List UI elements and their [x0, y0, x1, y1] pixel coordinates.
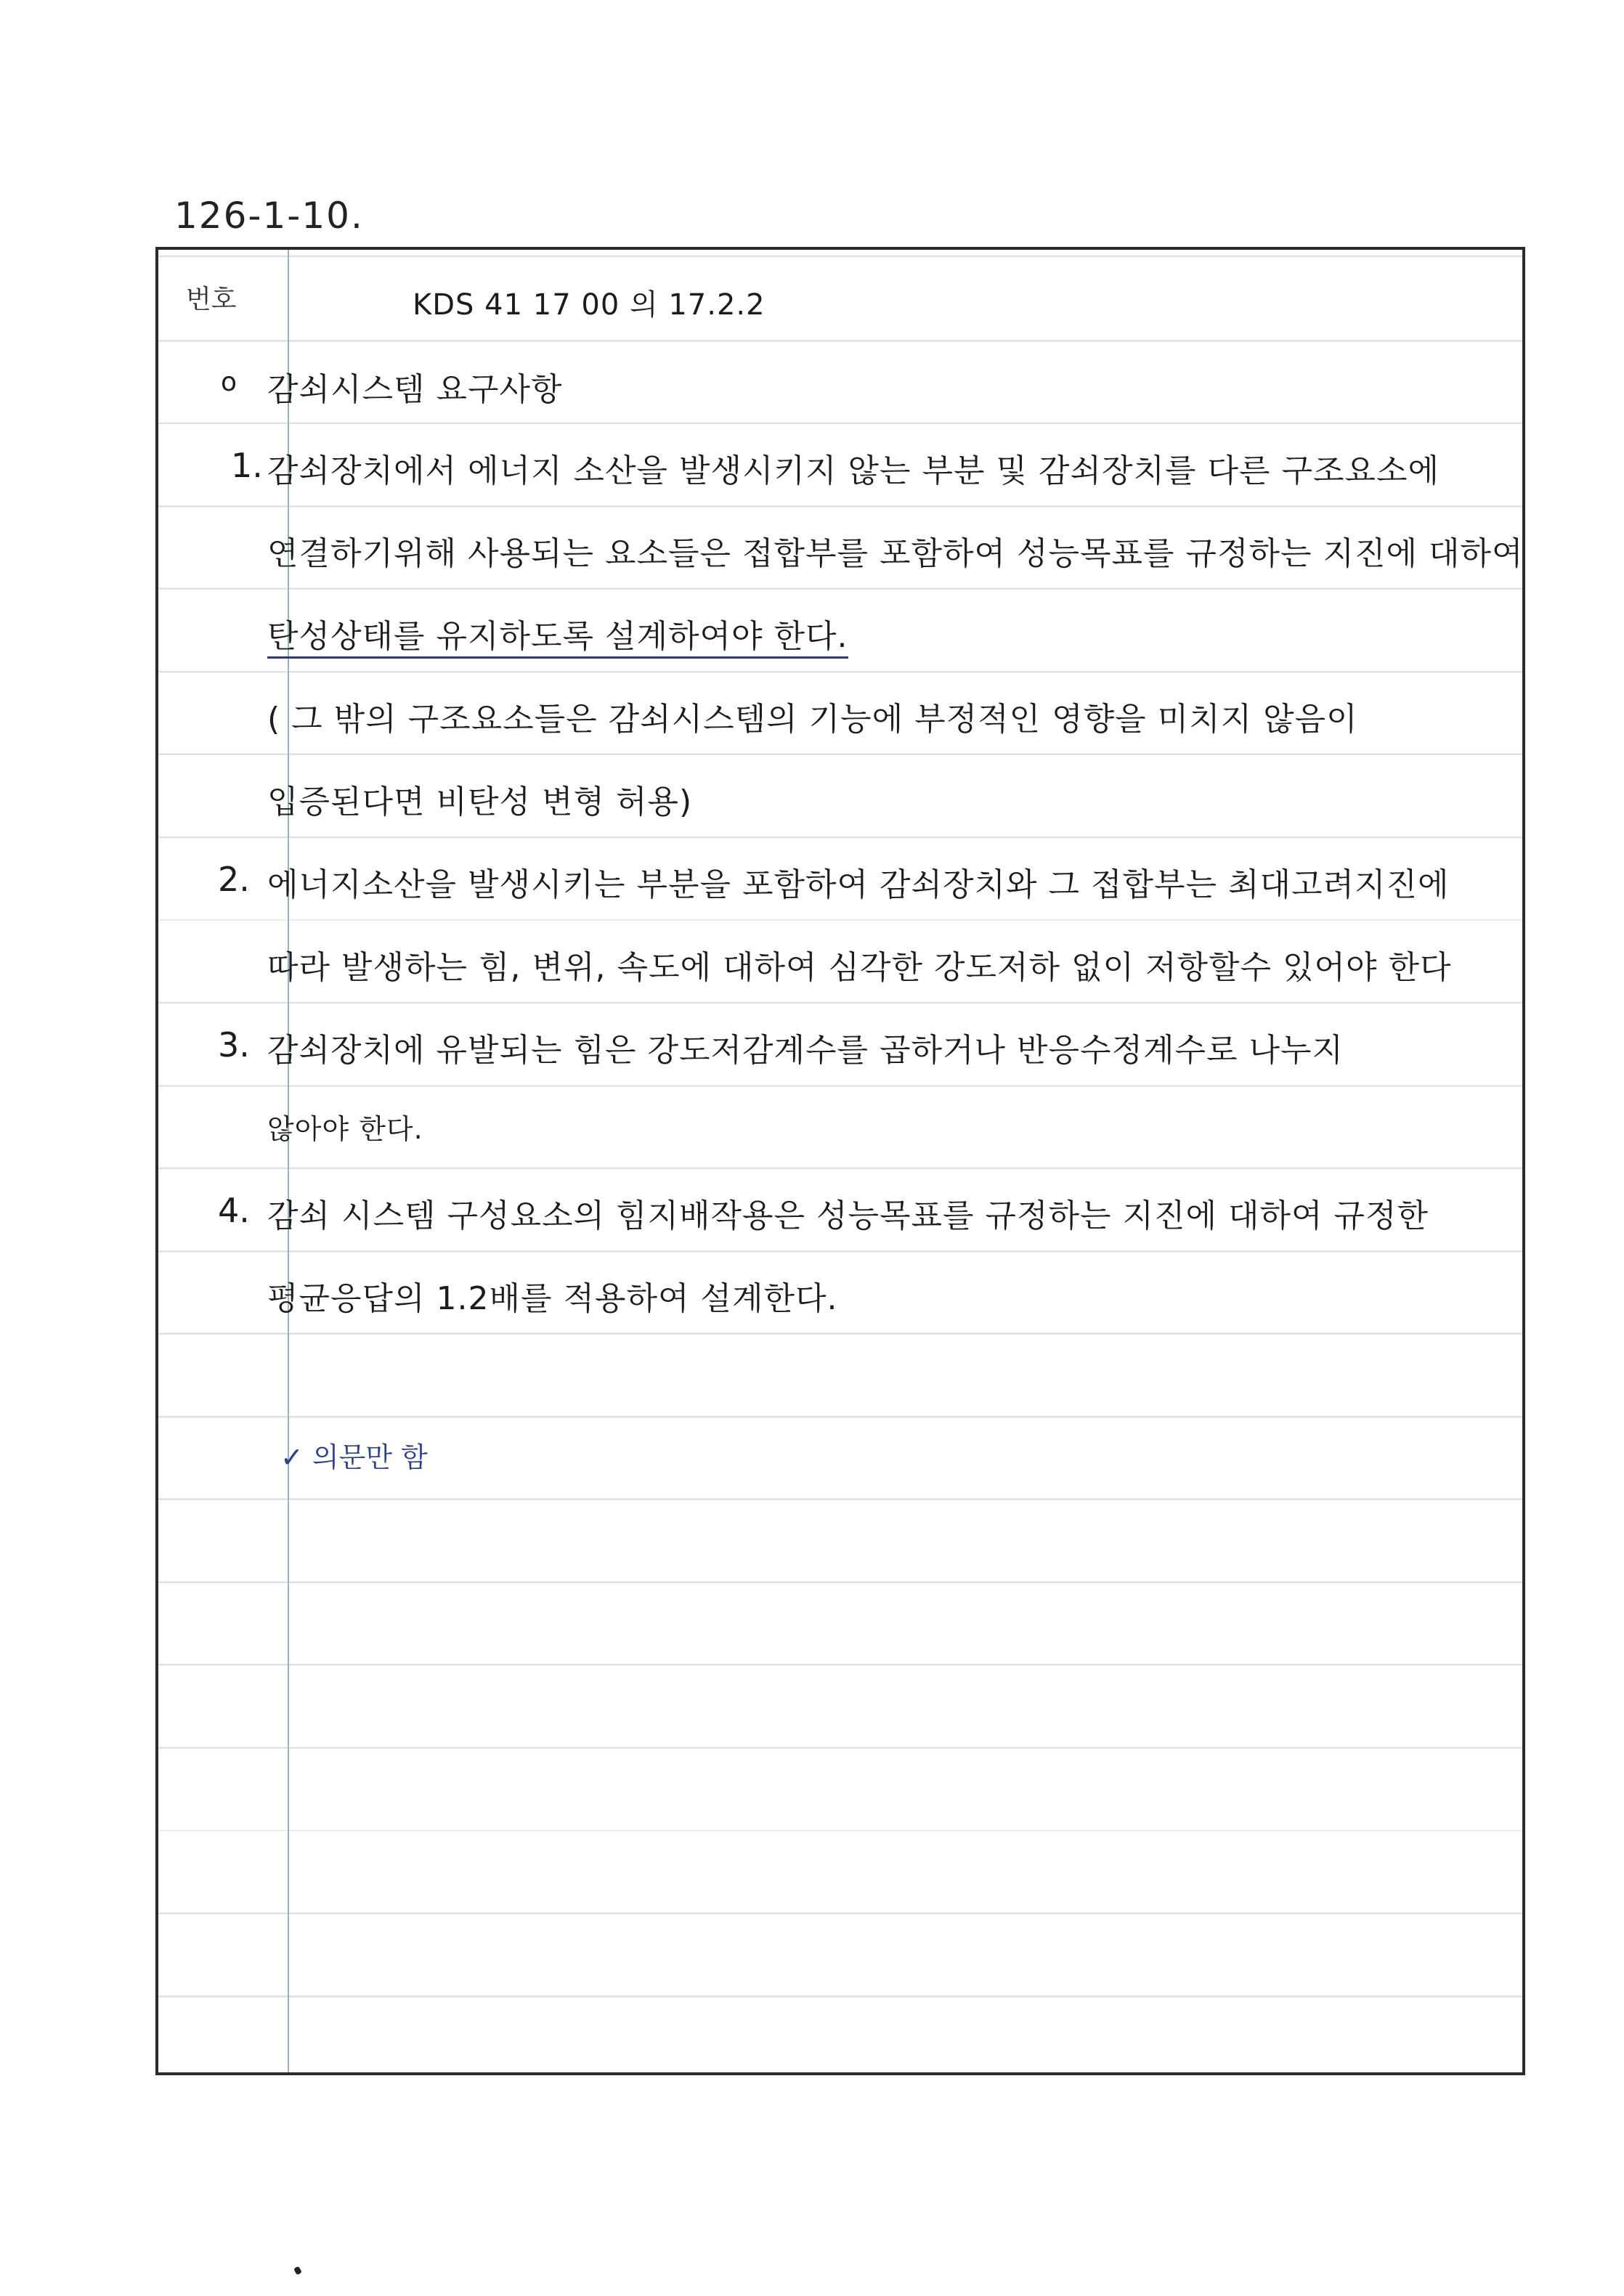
review-note: ✓ 의문만 함: [280, 1441, 428, 1473]
item-4-marker: 4.: [218, 1191, 250, 1230]
item-2-marker: 2.: [218, 860, 250, 899]
item-4-line-2: 평균응답의 1.2배를 적용하여 설계한다.: [267, 1280, 838, 1317]
section-title: 감쇠시스템 요구사항: [267, 371, 563, 408]
item-1-marker: 1.: [231, 446, 263, 485]
item-1-line-4: ( 그 밖의 구조요소들은 감쇠시스템의 기능에 부정적인 영향을 미치지 않음이: [267, 701, 1358, 738]
number-label: 번호: [186, 285, 237, 314]
item-1-line-2: 연결하기위해 사용되는 요소들은 접합부를 포함하여 성능목표를 규정하는 지진에 대하여: [267, 535, 1524, 572]
item-3-line-2: 않아야 한다.: [267, 1113, 423, 1145]
item-1-line-5: 입증된다면 비탄성 변형 허용): [267, 783, 693, 821]
item-3-marker: 3.: [218, 1025, 250, 1064]
answer-sheet: [155, 247, 1525, 2075]
item-4-line-1: 감쇠 시스템 구성요소의 힘지배작용은 성능목표를 규정하는 지진에 대하여 규정한: [267, 1197, 1429, 1234]
page-id: 126-1-10.: [174, 195, 364, 237]
margin-line: [288, 250, 289, 2072]
item-1-line-1: 감쇠장치에서 에너지 소산을 발생시키지 않는 부분 및 감쇠장치를 다른 구조요소에: [267, 452, 1440, 489]
title-marker: o: [221, 367, 237, 397]
stray-ink-mark: [293, 2266, 302, 2276]
reference-code: KDS 41 17 00 의 17.2.2: [413, 288, 766, 322]
item-1-line-3-text: 탄성상태를 유지하도록 설계하여야 한다.: [267, 618, 848, 659]
item-1-line-3: [267, 610, 848, 656]
item-2-line-2: 따라 발생하는 힘, 변위, 속도에 대하여 심각한 강도저하 없이 저항할수 있어야 한다: [267, 949, 1452, 986]
item-3-line-1: 감쇠장치에 유발되는 힘은 강도저감계수를 곱하거나 반응수정계수로 나누지: [267, 1032, 1344, 1069]
item-2-line-1: 에너지소산을 발생시키는 부분을 포함하여 감쇠장치와 그 접합부는 최대고려지진에: [267, 866, 1450, 903]
